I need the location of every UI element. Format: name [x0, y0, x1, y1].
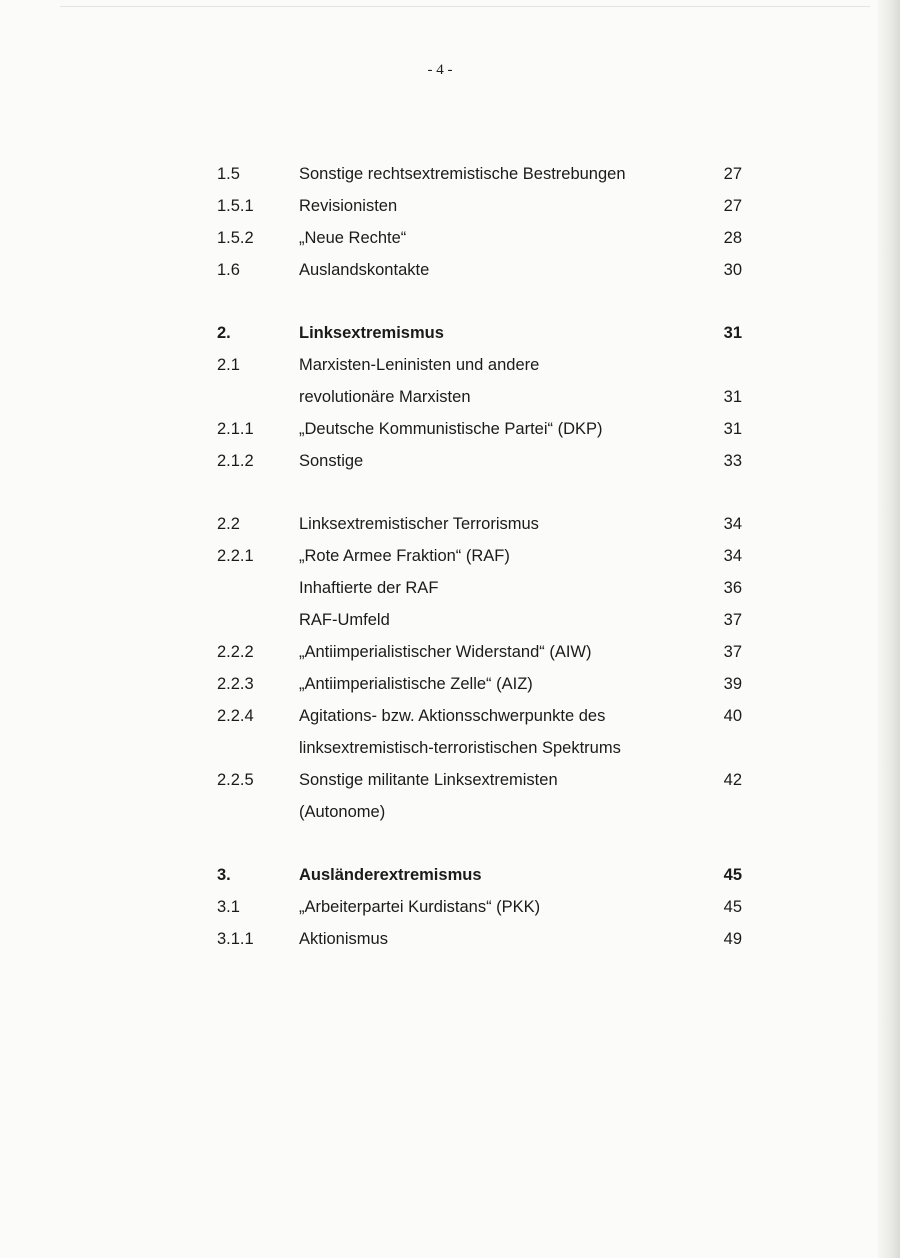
- toc-section-group: [217, 508, 742, 828]
- toc-entry-page: 40: [723, 707, 742, 725]
- toc-entry: [217, 859, 742, 891]
- toc-entry-page: 28: [723, 229, 742, 247]
- toc-entry-number: 2.: [217, 324, 231, 342]
- toc-entry-number: 2.2.2: [217, 643, 254, 661]
- toc-entry: [217, 190, 742, 222]
- toc-entry-page: 45: [723, 866, 742, 884]
- toc-entry-page: 31: [723, 388, 742, 406]
- toc-entry-page: 49: [723, 930, 742, 948]
- toc-entry-number: 1.5.2: [217, 229, 254, 247]
- toc-entry-page: 31: [723, 324, 742, 342]
- toc-entry-title: linksextremistisch-terroristischen Spektrums: [299, 739, 621, 757]
- toc-entry-title: Marxisten-Leninisten und andere: [299, 356, 540, 374]
- toc-entry-page: 31: [723, 420, 742, 438]
- toc-entry-title: (Autonome): [299, 803, 386, 821]
- toc-entry: [217, 572, 742, 604]
- toc-entry-title: „Antiimperialistische Zelle“ (AIZ): [299, 675, 533, 693]
- toc-entry: [217, 381, 742, 413]
- toc-entry-title: revolutionäre Marxisten: [299, 388, 471, 406]
- scan-edge-right: [878, 0, 900, 1258]
- scan-edge-top: [60, 6, 870, 7]
- page-number: - 4 -: [427, 62, 453, 78]
- toc-entry: [217, 254, 742, 286]
- toc-entry-title: Linksextremistischer Terrorismus: [299, 515, 539, 533]
- toc-entry-page: 27: [723, 197, 742, 215]
- toc-entry-title: „Deutsche Kommunistische Partei“ (DKP): [299, 420, 603, 438]
- toc-entry-page: 42: [723, 771, 742, 789]
- toc-entry-number: 1.5.1: [217, 197, 254, 215]
- toc-entry-number: 3.1: [217, 898, 240, 916]
- toc-entry: [217, 604, 742, 636]
- toc-entry: [217, 445, 742, 477]
- toc-entry-page: 34: [723, 515, 742, 533]
- toc-entry-page: 34: [723, 547, 742, 565]
- toc-entry: [217, 732, 742, 764]
- toc-entry: [217, 508, 742, 540]
- toc-entry: [217, 540, 742, 572]
- toc-entry-title: Sonstige rechtsextremistische Bestrebungen: [299, 165, 626, 183]
- table-of-contents: [217, 158, 742, 986]
- toc-section-group: [217, 859, 742, 955]
- toc-entry-title: Aktionismus: [299, 930, 388, 948]
- toc-entry-page: 36: [723, 579, 742, 597]
- toc-entry-number: 2.2.1: [217, 547, 254, 565]
- toc-entry: [217, 413, 742, 445]
- toc-entry-title: RAF-Umfeld: [299, 611, 390, 629]
- toc-entry-title: Agitations- bzw. Aktionsschwerpunkte des: [299, 707, 606, 725]
- toc-entry: [217, 158, 742, 190]
- toc-entry-number: 2.2.4: [217, 707, 254, 725]
- toc-entry: [217, 796, 742, 828]
- toc-entry-number: 2.2.3: [217, 675, 254, 693]
- toc-entry-title: Auslandskontakte: [299, 261, 430, 279]
- toc-entry: [217, 764, 742, 796]
- toc-entry-page: 37: [723, 643, 742, 661]
- toc-entry: [217, 349, 742, 381]
- toc-entry: [217, 700, 742, 732]
- toc-entry-page: 45: [723, 898, 742, 916]
- toc-entry-page: 27: [723, 165, 742, 183]
- toc-entry-title: „Neue Rechte“: [299, 229, 407, 247]
- toc-entry-page: 37: [723, 611, 742, 629]
- toc-entry-number: 1.6: [217, 261, 240, 279]
- toc-entry-number: 3.: [217, 866, 231, 884]
- toc-entry-page: 39: [723, 675, 742, 693]
- toc-entry-title: Inhaftierte der RAF: [299, 579, 439, 597]
- toc-entry: [217, 923, 742, 955]
- toc-entry-title: Linksextremismus: [299, 324, 444, 342]
- toc-entry: [217, 317, 742, 349]
- toc-entry-number: 3.1.1: [217, 930, 254, 948]
- toc-entry-number: 2.1.2: [217, 452, 254, 470]
- toc-section-group: [217, 158, 742, 286]
- toc-entry-number: 2.1.1: [217, 420, 254, 438]
- toc-entry: [217, 222, 742, 254]
- toc-entry-title: „Antiimperialistischer Widerstand“ (AIW): [299, 643, 592, 661]
- toc-section-group: [217, 317, 742, 477]
- toc-entry-page: 30: [723, 261, 742, 279]
- toc-entry-number: 2.1: [217, 356, 240, 374]
- toc-entry-title: Sonstige: [299, 452, 364, 470]
- toc-entry: [217, 668, 742, 700]
- toc-entry-title: „Rote Armee Fraktion“ (RAF): [299, 547, 510, 565]
- toc-entry-number: 2.2.5: [217, 771, 254, 789]
- toc-entry-title: Ausländerextremismus: [299, 866, 482, 884]
- toc-entry-page: 33: [723, 452, 742, 470]
- toc-entry-number: 1.5: [217, 165, 240, 183]
- toc-entry-number: 2.2: [217, 515, 240, 533]
- toc-entry-title: „Arbeiterpartei Kurdistans“ (PKK): [299, 898, 541, 916]
- toc-entry: [217, 891, 742, 923]
- toc-entry-title: Revisionisten: [299, 197, 398, 215]
- toc-entry: [217, 636, 742, 668]
- toc-entry-title: Sonstige militante Linksextremisten: [299, 771, 558, 789]
